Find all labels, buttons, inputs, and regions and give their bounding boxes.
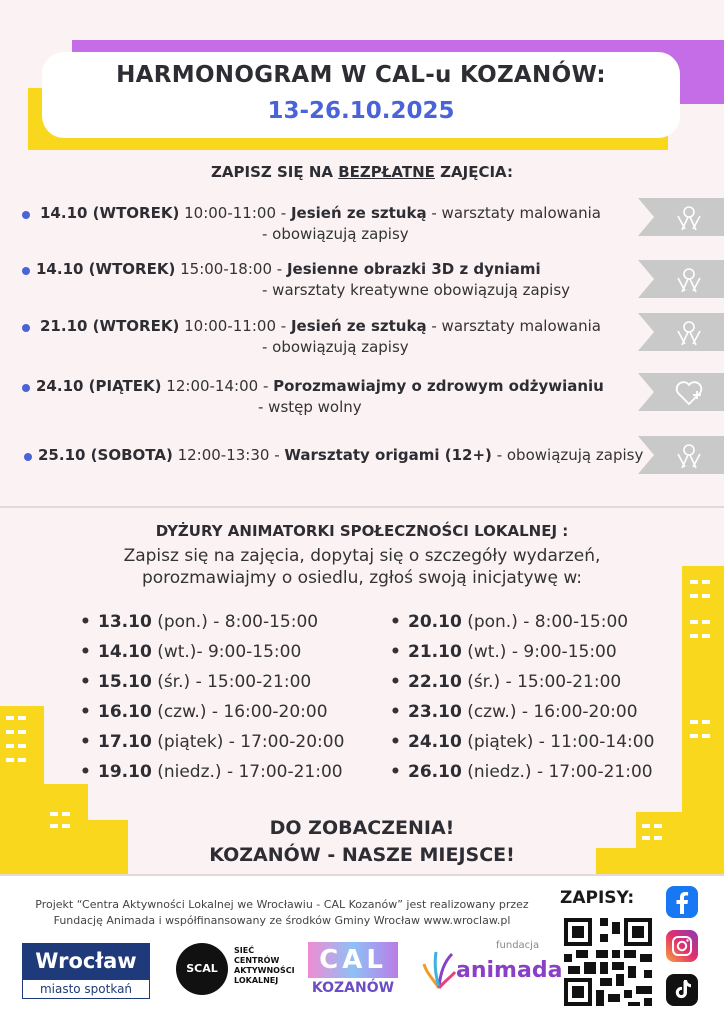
event-tag: [638, 373, 724, 411]
cal-logo-mark: CAL: [308, 942, 398, 978]
duty-day: (czw.): [157, 702, 207, 722]
duty-hours: - 15:00-21:00: [505, 672, 622, 692]
event-note: - obowiązują zapisy: [262, 338, 409, 356]
event-note: - wstęp wolny: [258, 398, 362, 416]
event-note: - warsztaty kreatywne obowiązują zapisy: [262, 281, 571, 299]
signup-heading: [0, 163, 724, 181]
event-time: 12:00-13:30: [177, 446, 270, 464]
duty-hours: - 9:00-15:00: [196, 642, 302, 662]
event-time: 10:00-11:00: [184, 204, 276, 222]
event-tag: [638, 436, 724, 474]
instagram-icon[interactable]: [666, 930, 698, 962]
event-title: Jesienne obrazki 3D z dyniami: [286, 260, 541, 278]
facebook-icon[interactable]: [666, 886, 698, 918]
duty-date: 19.10: [98, 762, 152, 782]
animada-fundacja: fundacja: [496, 940, 540, 951]
duty-row: [98, 762, 343, 782]
duty-row: [408, 702, 638, 722]
duty-day: (piątek): [467, 732, 534, 752]
event-item: [0, 200, 724, 250]
duty-hours: - 17:00-20:00: [228, 732, 345, 752]
duty-day: (pon.): [157, 612, 208, 632]
duty-day: (piątek): [157, 732, 224, 752]
event-item: [0, 442, 724, 492]
event-time: 10:00-11:00: [184, 317, 276, 335]
art-tools-icon: [674, 202, 704, 232]
event-line: 14.10 (WTOREK) 15:00-18:00 - Jesienne obrazki 3D z dyniami: [36, 260, 541, 278]
event-date: 24.10 (PIĄTEK): [36, 377, 162, 395]
duty-row: [98, 612, 318, 632]
duty-date: 23.10: [408, 702, 462, 722]
siec-line: CENTRÓW: [234, 956, 280, 965]
duty-hours: - 17:00-21:00: [226, 762, 343, 782]
scal-logo: SCAL: [176, 943, 228, 995]
siec-line: AKTYWNOŚCI: [234, 966, 295, 975]
heart-plus-icon: [674, 377, 704, 407]
duty-date: 16.10: [98, 702, 152, 722]
bullet-icon: [22, 267, 30, 275]
animada-logo: [422, 940, 563, 1000]
bullet-icon: [22, 384, 30, 392]
art-tools-icon: [674, 440, 704, 470]
event-date: 21.10 (WTOREK): [40, 317, 180, 335]
art-tools-icon: [674, 317, 704, 347]
event-title: Warsztaty origami (12+): [284, 446, 492, 464]
duty-date: 24.10: [408, 732, 462, 752]
tiktok-icon[interactable]: [666, 974, 698, 1006]
signup-prefix: ZAPISZ SIĘ NA: [211, 163, 334, 181]
event-line: 25.10 (SOBOTA) 12:00-13:30 - Warsztaty origami (12+) - obowiązują zapisy: [38, 446, 644, 464]
bullet-icon: [22, 324, 30, 332]
duty-date: 20.10: [408, 612, 462, 632]
footer-credits: [12, 897, 552, 929]
event-line: 24.10 (PIĄTEK) 12:00-14:00 - Porozmawiajmy o zdrowym odżywianiu: [36, 377, 604, 395]
event-date: 14.10 (WTOREK): [40, 204, 180, 222]
duty-day: (niedz.): [157, 762, 222, 782]
cal-logo-sub: KOZANÓW: [311, 980, 395, 996]
art-tools-icon: [674, 264, 704, 294]
duty-day: (czw.): [467, 702, 517, 722]
closing-line: DO ZOBACZENIA!: [269, 817, 455, 839]
building-windows: [690, 580, 720, 780]
wroclaw-logo: [22, 943, 150, 999]
duty-date: 13.10: [98, 612, 152, 632]
duty-hours: - 9:00-15:00: [511, 642, 617, 662]
duty-row: [408, 732, 654, 752]
duty-hours: - 15:00-21:00: [195, 672, 312, 692]
event-title: Jesień ze sztuką: [290, 317, 427, 335]
event-time: 12:00-14:00: [166, 377, 259, 395]
duty-row: [408, 612, 628, 632]
siec-logo-text: [234, 946, 295, 986]
event-desc: - obowiązują zapisy: [496, 446, 644, 464]
duty-description: [0, 545, 724, 589]
event-item: [0, 256, 724, 306]
duty-row: [408, 672, 621, 692]
wroclaw-logo-slogan: miasto spotkań: [22, 979, 150, 999]
cal-kozanow-logo: [308, 942, 398, 1000]
duty-day: (wt.): [157, 642, 197, 662]
event-title: Jesień ze sztuką: [290, 204, 427, 222]
duty-row: [98, 672, 311, 692]
event-tag: [638, 198, 724, 236]
duty-date: 26.10: [408, 762, 462, 782]
duty-hours: - 16:00-20:00: [521, 702, 638, 722]
duty-hours: - 16:00-20:00: [211, 702, 328, 722]
duty-day: (niedz.): [467, 762, 532, 782]
event-desc: - warsztaty malowania: [431, 204, 601, 222]
bullet-icon: [22, 211, 30, 219]
duty-text-line: porozmawiajmy o osiedlu, zgłoś swoją inicjatywę w:: [141, 568, 583, 588]
event-line: 21.10 (WTOREK) 10:00-11:00 - Jesień ze sztuką - warsztaty malowania: [40, 317, 601, 335]
duty-date: 15.10: [98, 672, 152, 692]
duty-day: (pon.): [467, 612, 518, 632]
bullet-icon: [24, 453, 32, 461]
event-item: [0, 313, 724, 363]
duty-day: (wt.): [467, 642, 507, 662]
qr-code-icon[interactable]: [564, 918, 652, 1006]
signup-suffix: ZAJĘCIA:: [440, 163, 513, 181]
closing-line: KOZANÓW - NASZE MIEJSCE!: [209, 844, 515, 866]
event-line: 14.10 (WTOREK) 10:00-11:00 - Jesień ze sztuką - warsztaty malowania: [40, 204, 601, 222]
duty-date: 21.10: [408, 642, 462, 662]
duty-date: 22.10: [408, 672, 462, 692]
siec-line: SIEĆ: [234, 946, 255, 955]
signup-emphasis: BEZPŁATNE: [338, 163, 435, 181]
duty-date: 17.10: [98, 732, 152, 752]
event-desc: - warsztaty malowania: [431, 317, 601, 335]
event-time: 15:00-18:00: [180, 260, 272, 278]
duty-hours: - 8:00-15:00: [523, 612, 629, 632]
duty-heading: DYŻURY ANIMATORKI SPOŁECZNOŚCI LOKALNEJ :: [155, 522, 569, 540]
siec-line: LOKALNEJ: [234, 976, 279, 985]
duty-day: (śr.): [467, 672, 501, 692]
duty-row: [408, 642, 617, 662]
page-title: HARMONOGRAM W CAL-u KOZANÓW:: [116, 62, 606, 88]
footer-line: Projekt “Centra Aktywności Lokalnej we Wrocławiu - CAL Kozanów” jest realizowany przez: [35, 898, 529, 911]
event-tag: [638, 260, 724, 298]
closing-message: [0, 815, 724, 869]
duty-hours: - 11:00-14:00: [538, 732, 655, 752]
footer-line: Fundację Animada i współfinansowany ze środków Gminy Wrocław www.wroclaw.pl: [53, 914, 511, 927]
animada-name: animada: [456, 958, 563, 983]
event-title: Porozmawiajmy o zdrowym odżywianiu: [273, 377, 604, 395]
duty-row: [98, 642, 301, 662]
animada-flower-icon: [422, 948, 456, 992]
duty-row: [98, 702, 328, 722]
duty-hours: - 8:00-15:00: [213, 612, 319, 632]
event-date: 25.10 (SOBOTA): [38, 446, 173, 464]
zapisy-label: ZAPISY:: [560, 888, 635, 908]
duty-row: [98, 732, 344, 752]
duty-text-line: Zapisz się na zajęcia, dopytaj się o szczegóły wydarzeń,: [123, 546, 601, 566]
event-item: [0, 373, 724, 423]
section-divider: [0, 506, 724, 508]
wroclaw-logo-name: Wrocław: [22, 943, 150, 979]
duty-date: 14.10: [98, 642, 152, 662]
footer-divider: [0, 874, 724, 876]
date-range: 13-26.10.2025: [267, 98, 455, 124]
duty-hours: - 17:00-21:00: [536, 762, 653, 782]
duty-row: [408, 762, 653, 782]
duty-day: (śr.): [157, 672, 191, 692]
event-date: 14.10 (WTOREK): [36, 260, 176, 278]
event-tag: [638, 313, 724, 351]
event-note: - obowiązują zapisy: [262, 225, 409, 243]
